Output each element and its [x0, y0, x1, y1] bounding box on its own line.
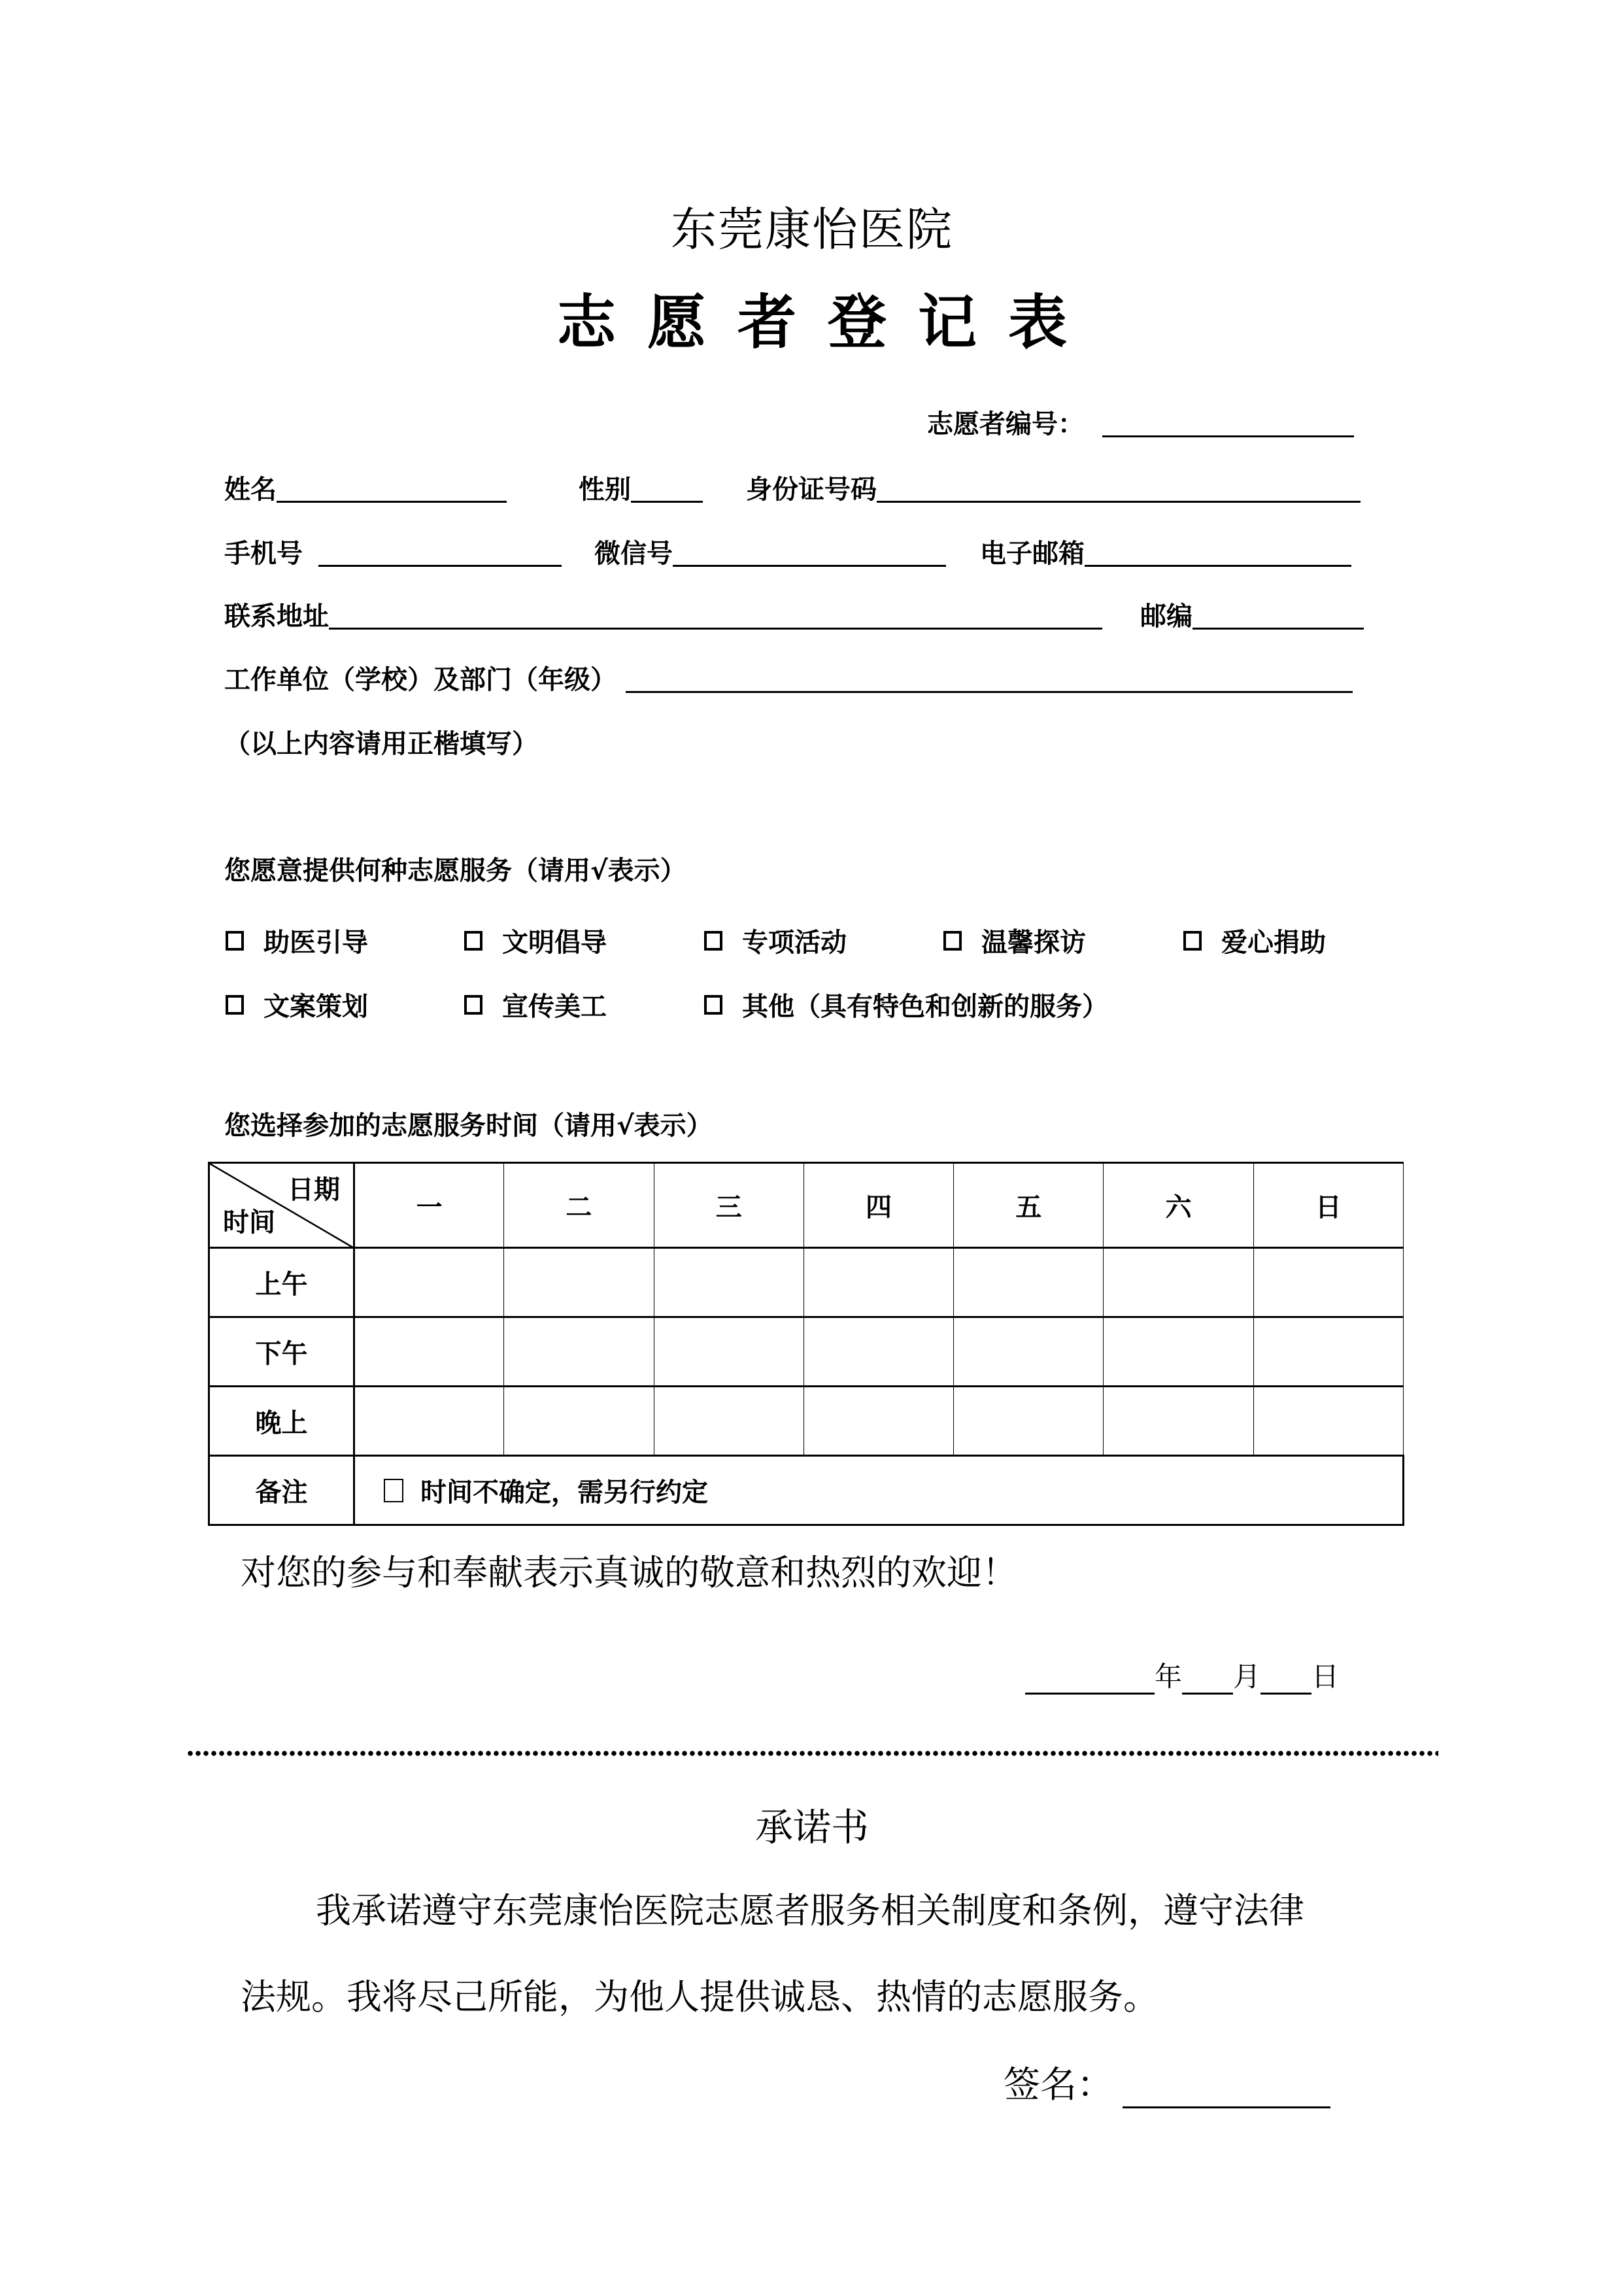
checkbox-icon[interactable] — [384, 1479, 403, 1502]
name-field[interactable] — [277, 476, 507, 503]
year-field[interactable] — [1025, 1665, 1155, 1695]
schedule-cell[interactable] — [1104, 1387, 1253, 1456]
schedule-row-afternoon — [209, 1317, 1404, 1387]
volunteer-id-field[interactable] — [1102, 411, 1354, 437]
postcode-label: 邮编 — [1140, 601, 1193, 632]
day-header: 三 — [654, 1163, 804, 1248]
checkbox-icon[interactable] — [1183, 931, 1202, 951]
option-label: 文明倡导 — [502, 928, 607, 958]
address-label: 联系地址 — [224, 601, 329, 632]
schedule-row-morning — [209, 1248, 1404, 1317]
period-label: 晚上 — [209, 1387, 354, 1456]
email-label: 电子邮箱 — [980, 539, 1085, 569]
option-label: 爱心捐助 — [1221, 928, 1326, 958]
gender-label: 性别 — [579, 475, 631, 505]
cut-line-divider — [186, 1750, 1438, 1757]
address-field[interactable] — [329, 603, 1102, 630]
service-option-donation[interactable] — [1183, 922, 1326, 959]
schedule-cell[interactable] — [354, 1387, 504, 1456]
option-label: 温馨探访 — [981, 928, 1086, 958]
schedule-cell[interactable] — [804, 1387, 953, 1456]
schedule-cell[interactable] — [1104, 1248, 1253, 1317]
corner-date-label: 日期 — [288, 1175, 340, 1205]
remark-option[interactable] — [384, 1472, 708, 1509]
schedule-cell[interactable] — [1253, 1387, 1403, 1456]
day-header: 六 — [1104, 1163, 1253, 1248]
checkbox-icon[interactable] — [704, 995, 722, 1015]
schedule-header-row — [209, 1163, 1404, 1248]
id-number-label: 身份证号码 — [746, 475, 877, 505]
email-field[interactable] — [1085, 540, 1351, 567]
hospital-name: 东莞康怡医院 — [671, 203, 953, 256]
service-option-visit[interactable] — [943, 922, 1086, 959]
day-header: 日 — [1253, 1163, 1403, 1248]
month-field[interactable] — [1182, 1665, 1233, 1695]
schedule-cell[interactable] — [1104, 1317, 1253, 1387]
service-option-guide[interactable] — [226, 922, 368, 959]
services-question: 您愿意提供何种志愿服务（请用√表示） — [224, 856, 686, 886]
checkbox-icon[interactable] — [464, 931, 482, 951]
wechat-label: 微信号 — [594, 539, 673, 569]
gender-field[interactable] — [631, 476, 703, 503]
option-label: 助医引导 — [263, 928, 368, 958]
corner-cell — [209, 1163, 354, 1248]
schedule-cell[interactable] — [654, 1317, 804, 1387]
option-label: 其他（具有特色和创新的服务） — [742, 992, 1108, 1022]
service-option-art[interactable] — [464, 986, 607, 1023]
schedule-row-evening — [209, 1387, 1404, 1456]
year-label: 年 — [1155, 1661, 1183, 1693]
schedule-cell[interactable] — [504, 1387, 654, 1456]
day-header: 五 — [954, 1163, 1104, 1248]
schedule-cell[interactable] — [354, 1248, 504, 1317]
day-field[interactable] — [1260, 1665, 1311, 1695]
schedule-cell[interactable] — [954, 1248, 1104, 1317]
option-label: 专项活动 — [742, 928, 847, 958]
schedule-cell[interactable] — [504, 1248, 654, 1317]
pledge-title: 承诺书 — [754, 1805, 869, 1849]
checkbox-icon[interactable] — [464, 995, 482, 1015]
schedule-question: 您选择参加的志愿服务时间（请用√表示） — [224, 1111, 713, 1141]
date-row — [1025, 1655, 1339, 1695]
wechat-field[interactable] — [673, 540, 946, 567]
day-label: 日 — [1311, 1661, 1340, 1693]
signature-label: 签名： — [1004, 2064, 1113, 2106]
remark-option-label: 时间不确定，需另行约定 — [420, 1477, 708, 1508]
schedule-cell[interactable] — [654, 1248, 804, 1317]
period-label: 下午 — [209, 1317, 354, 1387]
thanks-message: 对您的参与和奉献表示真诚的敬意和热烈的欢迎！ — [241, 1552, 1017, 1593]
corner-time-label: 时间 — [223, 1207, 275, 1238]
signature-field[interactable] — [1123, 2070, 1330, 2108]
address-row — [224, 603, 1364, 630]
schedule-cell[interactable] — [804, 1248, 953, 1317]
month-label: 月 — [1233, 1661, 1261, 1693]
remark-label: 备注 — [209, 1456, 354, 1525]
identity-row — [224, 476, 1361, 503]
checkbox-icon[interactable] — [704, 931, 722, 951]
schedule-cell[interactable] — [654, 1387, 804, 1456]
day-header: 四 — [804, 1163, 953, 1248]
service-option-copywriting[interactable] — [226, 986, 368, 1023]
option-label: 宣传美工 — [502, 992, 607, 1022]
workplace-label: 工作单位（学校）及部门（年级） — [224, 665, 617, 695]
id-number-field[interactable] — [877, 476, 1361, 503]
schedule-cell[interactable] — [504, 1317, 654, 1387]
schedule-cell[interactable] — [954, 1387, 1104, 1456]
option-label: 文案策划 — [263, 992, 368, 1022]
schedule-cell[interactable] — [354, 1317, 504, 1387]
checkbox-icon[interactable] — [943, 931, 962, 951]
workplace-row — [224, 666, 1353, 693]
volunteer-id-label: 志愿者编号： — [927, 409, 1084, 439]
service-option-other[interactable] — [704, 986, 1108, 1023]
checkbox-icon[interactable] — [226, 931, 244, 951]
schedule-cell[interactable] — [954, 1317, 1104, 1387]
schedule-table — [208, 1162, 1404, 1526]
remark-cell — [354, 1456, 1404, 1525]
service-option-civility[interactable] — [464, 922, 607, 959]
service-option-special[interactable] — [704, 922, 847, 959]
schedule-cell[interactable] — [1253, 1248, 1403, 1317]
pledge-line-2: 法规。我将尽己所能，为他人提供诚恳、热情的志愿服务。 — [241, 1976, 1159, 2017]
name-label: 姓名 — [224, 475, 277, 505]
schedule-cell[interactable] — [804, 1317, 953, 1387]
phone-label: 手机号 — [224, 539, 303, 569]
pledge-line-1: 我承诺遵守东莞康怡医院志愿者服务相关制度和条例，遵守法律 — [316, 1890, 1304, 1931]
period-label: 上午 — [209, 1248, 354, 1317]
day-header: 二 — [504, 1163, 654, 1248]
form-title: 志愿者登记表 — [557, 288, 1098, 357]
phone-field[interactable] — [318, 540, 562, 567]
signature-row — [1004, 2056, 1330, 2108]
fill-note: （以上内容请用正楷填写） — [224, 729, 538, 759]
contact-row — [224, 540, 1351, 567]
checkbox-icon[interactable] — [226, 995, 244, 1015]
day-header: 一 — [354, 1163, 504, 1248]
schedule-cell[interactable] — [1253, 1317, 1403, 1387]
schedule-row-remark — [209, 1456, 1404, 1525]
workplace-field[interactable] — [626, 666, 1353, 693]
volunteer-id-row — [927, 411, 1354, 437]
postcode-field[interactable] — [1193, 603, 1364, 630]
